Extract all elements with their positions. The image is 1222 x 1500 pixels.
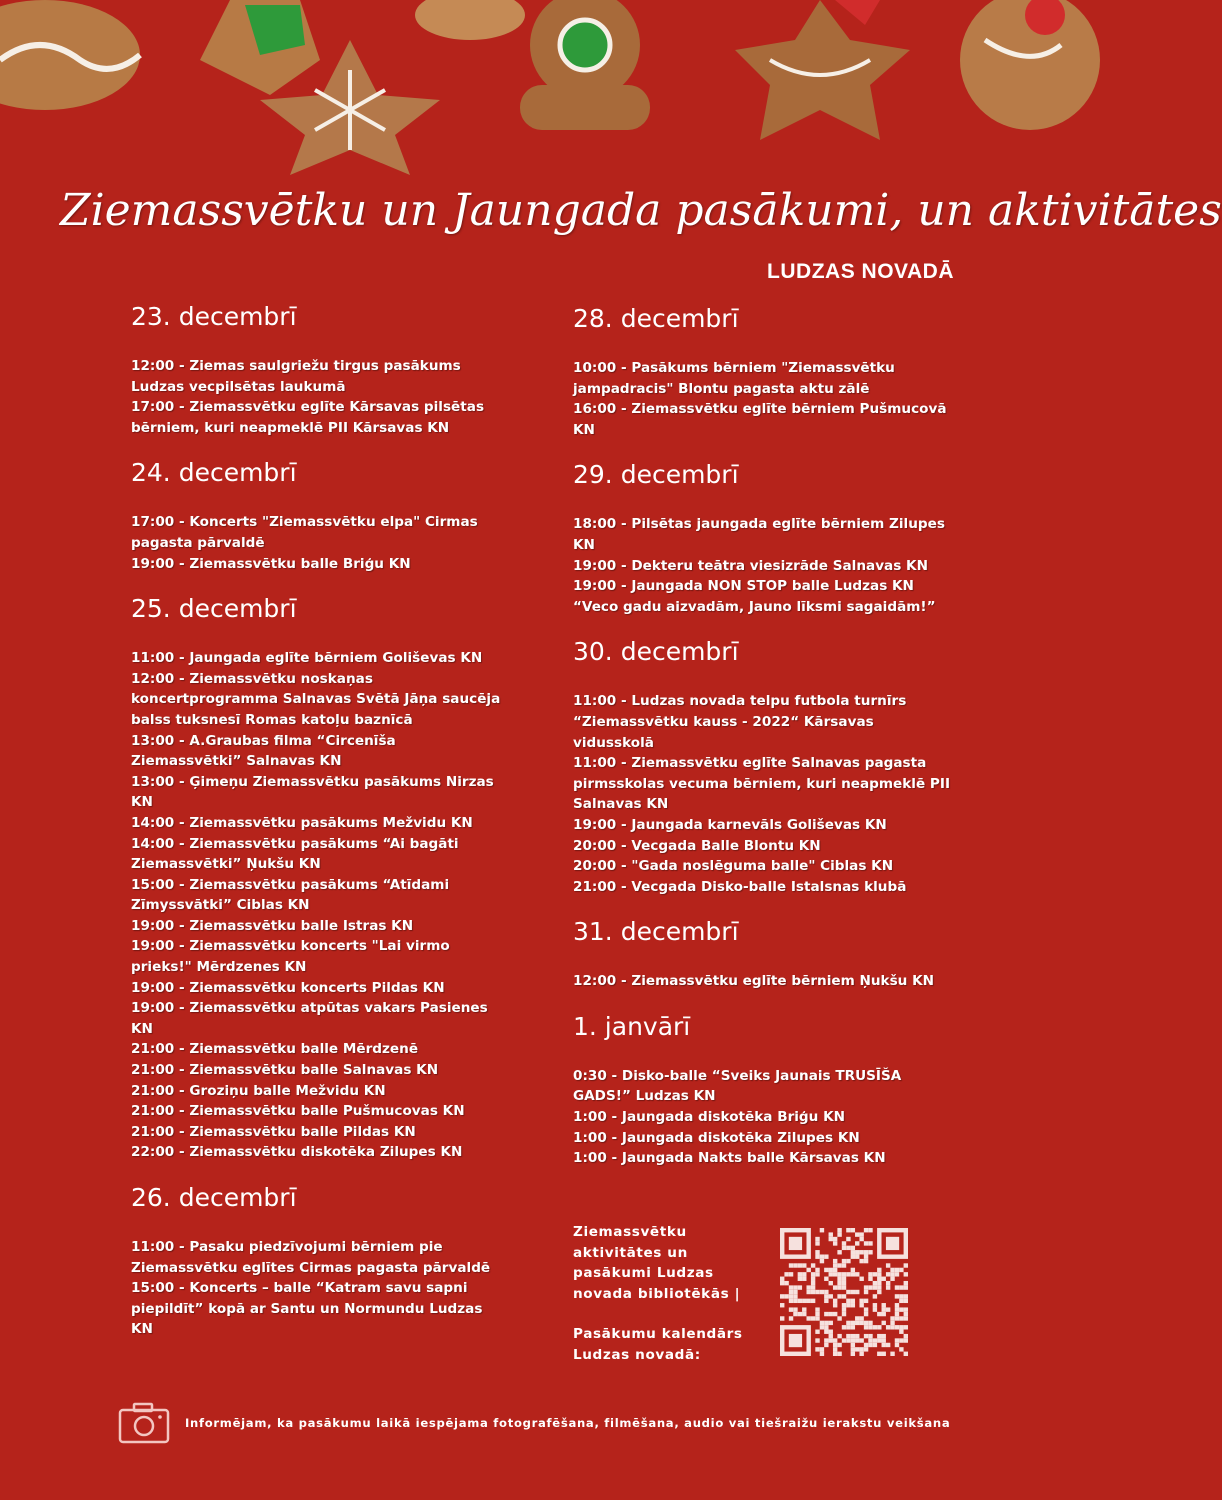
event-item: 11:00 - Ludzas novada telpu futbola turnīrs “Ziemassvētku kauss - 2022“ Kārsavas vidusskolā [573,693,907,751]
event-item: 11:00 - Ziemassvētku eglīte Salnavas pagasta pirmsskolas vecuma bērniem, kuri neapmeklē PII Salnavas KN [573,755,951,813]
footer-notice: Informējam, ka pasākumu laikā iespējama fotografēšana, filmēšana, audio vai tiešraižu ierakstu veikšana [185,1416,951,1430]
event-item: 12:00 - Ziemas saulgriežu tirgus pasākums Ludzas vecpilsētas laukumā [131,358,461,395]
day-heading: 26. decembrī [131,1183,297,1212]
day-section [573,458,958,617]
qr-caption-calendar: Pasākumu kalendārs Ludzas novadā: [573,1326,743,1363]
event-item: 21:00 - Ziemassvētku balle Mērdzenē [131,1041,419,1058]
event-item: 21:00 - Ziemassvētku balle Pildas KN [131,1123,416,1140]
day-heading: 31. decembrī [573,917,739,947]
event-item: 20:00 - Vecgada Balle Blontu KN [573,837,821,854]
qr-code-icon[interactable] [780,1228,908,1356]
event-item: 19:00 - Jaungada karnevāls Goliševas KN [573,816,887,833]
day-section [573,1010,958,1169]
camera-icon [118,1402,170,1444]
event-item: 1:00 - Jaungada Nakts balle Kārsavas KN [573,1150,886,1167]
event-item: 22:00 - Ziemassvētku diskotēka Zilupes KN [131,1144,463,1161]
day-heading: 23. decembrī [131,302,297,331]
event-item: 21:00 - Ziemassvētku balle Pušmucovas KN [131,1103,465,1120]
event-item: 19:00 - Dekteru teātra viesizrāde Salnavas KN [573,557,928,574]
day-heading: 1. janvārī [573,1011,691,1041]
event-item: 17:00 - Koncerts "Ziemassvētku elpa" Cirmas pagasta pārvaldē [131,514,478,551]
event-item: 14:00 - Ziemassvētku pasākums Mežvidu KN [131,814,473,831]
qr-caption [573,1222,763,1365]
page-subtitle: LUDZAS NOVADĀ [767,260,954,283]
event-item: 19:00 - Jaungada NON STOP balle Ludzas KN “Veco gadu aizvadām, Jauno līksmi sagaidām!” [573,578,936,615]
event-item: 18:00 - Pilsētas jaungada eglīte bērniem Zilupes KN [573,516,945,553]
event-item: 19:00 - Ziemassvētku atpūtas vakars Pasienes KN [131,1000,488,1037]
day-section [573,302,958,440]
event-item: 14:00 - Ziemassvētku pasākums “Ai bagāti Ziemassvētki” Ņukšu KN [131,835,459,873]
day-heading: 24. decembrī [131,458,297,488]
schedule-column-right [573,302,958,1187]
event-item: 19:00 - Ziemassvētku balle Briģu KN [131,555,411,572]
gingerbread-cookies-banner [0,0,1061,175]
day-heading: 28. decembrī [573,304,739,333]
day-section [131,1181,506,1340]
event-item: 19:00 - Ziemassvētku koncerts Pildas KN [131,979,445,996]
event-item: 16:00 - Ziemassvētku eglīte bērniem Pušmucovā KN [573,401,947,438]
day-heading: 25. decembrī [131,594,297,624]
event-item: 19:00 - Ziemassvētku balle Istras KN [131,917,414,934]
day-section [573,915,958,992]
event-item: 10:00 - Pasākums bērniem "Ziemassvētku jampadracis" Blontu pagasta aktu zālē [573,360,895,397]
event-item: 13:00 - A.Graubas filma “Circenīša Ziemassvētki” Salnavas KN [131,732,396,770]
event-item: 21:00 - Groziņu balle Mežvidu KN [131,1082,386,1099]
event-item: 1:00 - Jaungada diskotēka Briģu KN [573,1109,845,1126]
day-section [131,592,506,1163]
day-section [131,456,506,574]
event-item: 12:00 - Ziemassvētku eglīte bērniem Ņukšu KN [573,973,934,990]
event-item: 15:00 - Ziemassvētku pasākums “Atīdami Zīmyssvātki” Ciblas KN [131,876,450,914]
event-item: 12:00 - Ziemassvētku noskaņas koncertprogramma Salnavas Svētā Jāņa saucēja balss tuksnesī Romas katoļu baznīcā [131,670,501,728]
day-section [573,635,958,897]
event-item: 1:00 - Jaungada diskotēka Zilupes KN [573,1129,860,1146]
day-section [131,300,506,438]
event-item: 0:30 - Disko-balle “Sveiks Jaunais TRUSĪŠA GADS!” Ludzas KN [573,1067,902,1105]
event-item: 11:00 - Pasaku piedzīvojumi bērniem pie Ziemassvētku eglītes Cirmas pagasta pārvaldē [131,1239,491,1276]
schedule-column-left [131,300,506,1358]
page-title: Ziemassvētku un Jaungada pasākumi, un aktivitātes [60,185,1222,236]
qr-caption-libraries: Ziemassvētku aktivitātes un pasākumi Ludzas novada bibliotēkās | [573,1224,741,1302]
event-item: 17:00 - Ziemassvētku eglīte Kārsavas pilsētas bērniem, kuri neapmeklē PII Kārsavas KN [131,399,485,436]
event-item: 20:00 - "Gada noslēguma balle" Ciblas KN [573,858,894,875]
event-item: 21:00 - Ziemassvētku balle Salnavas KN [131,1062,439,1079]
event-item: 15:00 - Koncerts – balle “Katram savu sapni piepildīt” kopā ar Santu un Normundu Ludzas KN [131,1280,483,1338]
event-item: 11:00 - Jaungada eglīte bērniem Goliševas KN [131,650,483,667]
event-item: 19:00 - Ziemassvētku koncerts "Lai virmo prieks!" Mērdzenes KN [131,938,450,976]
event-item: 21:00 - Vecgada Disko-balle Istalsnas klubā [573,878,907,895]
event-item: 13:00 - Ģimeņu Ziemassvētku pasākums Nirzas KN [131,773,494,811]
day-heading: 30. decembrī [573,637,739,667]
day-heading: 29. decembrī [573,460,739,490]
